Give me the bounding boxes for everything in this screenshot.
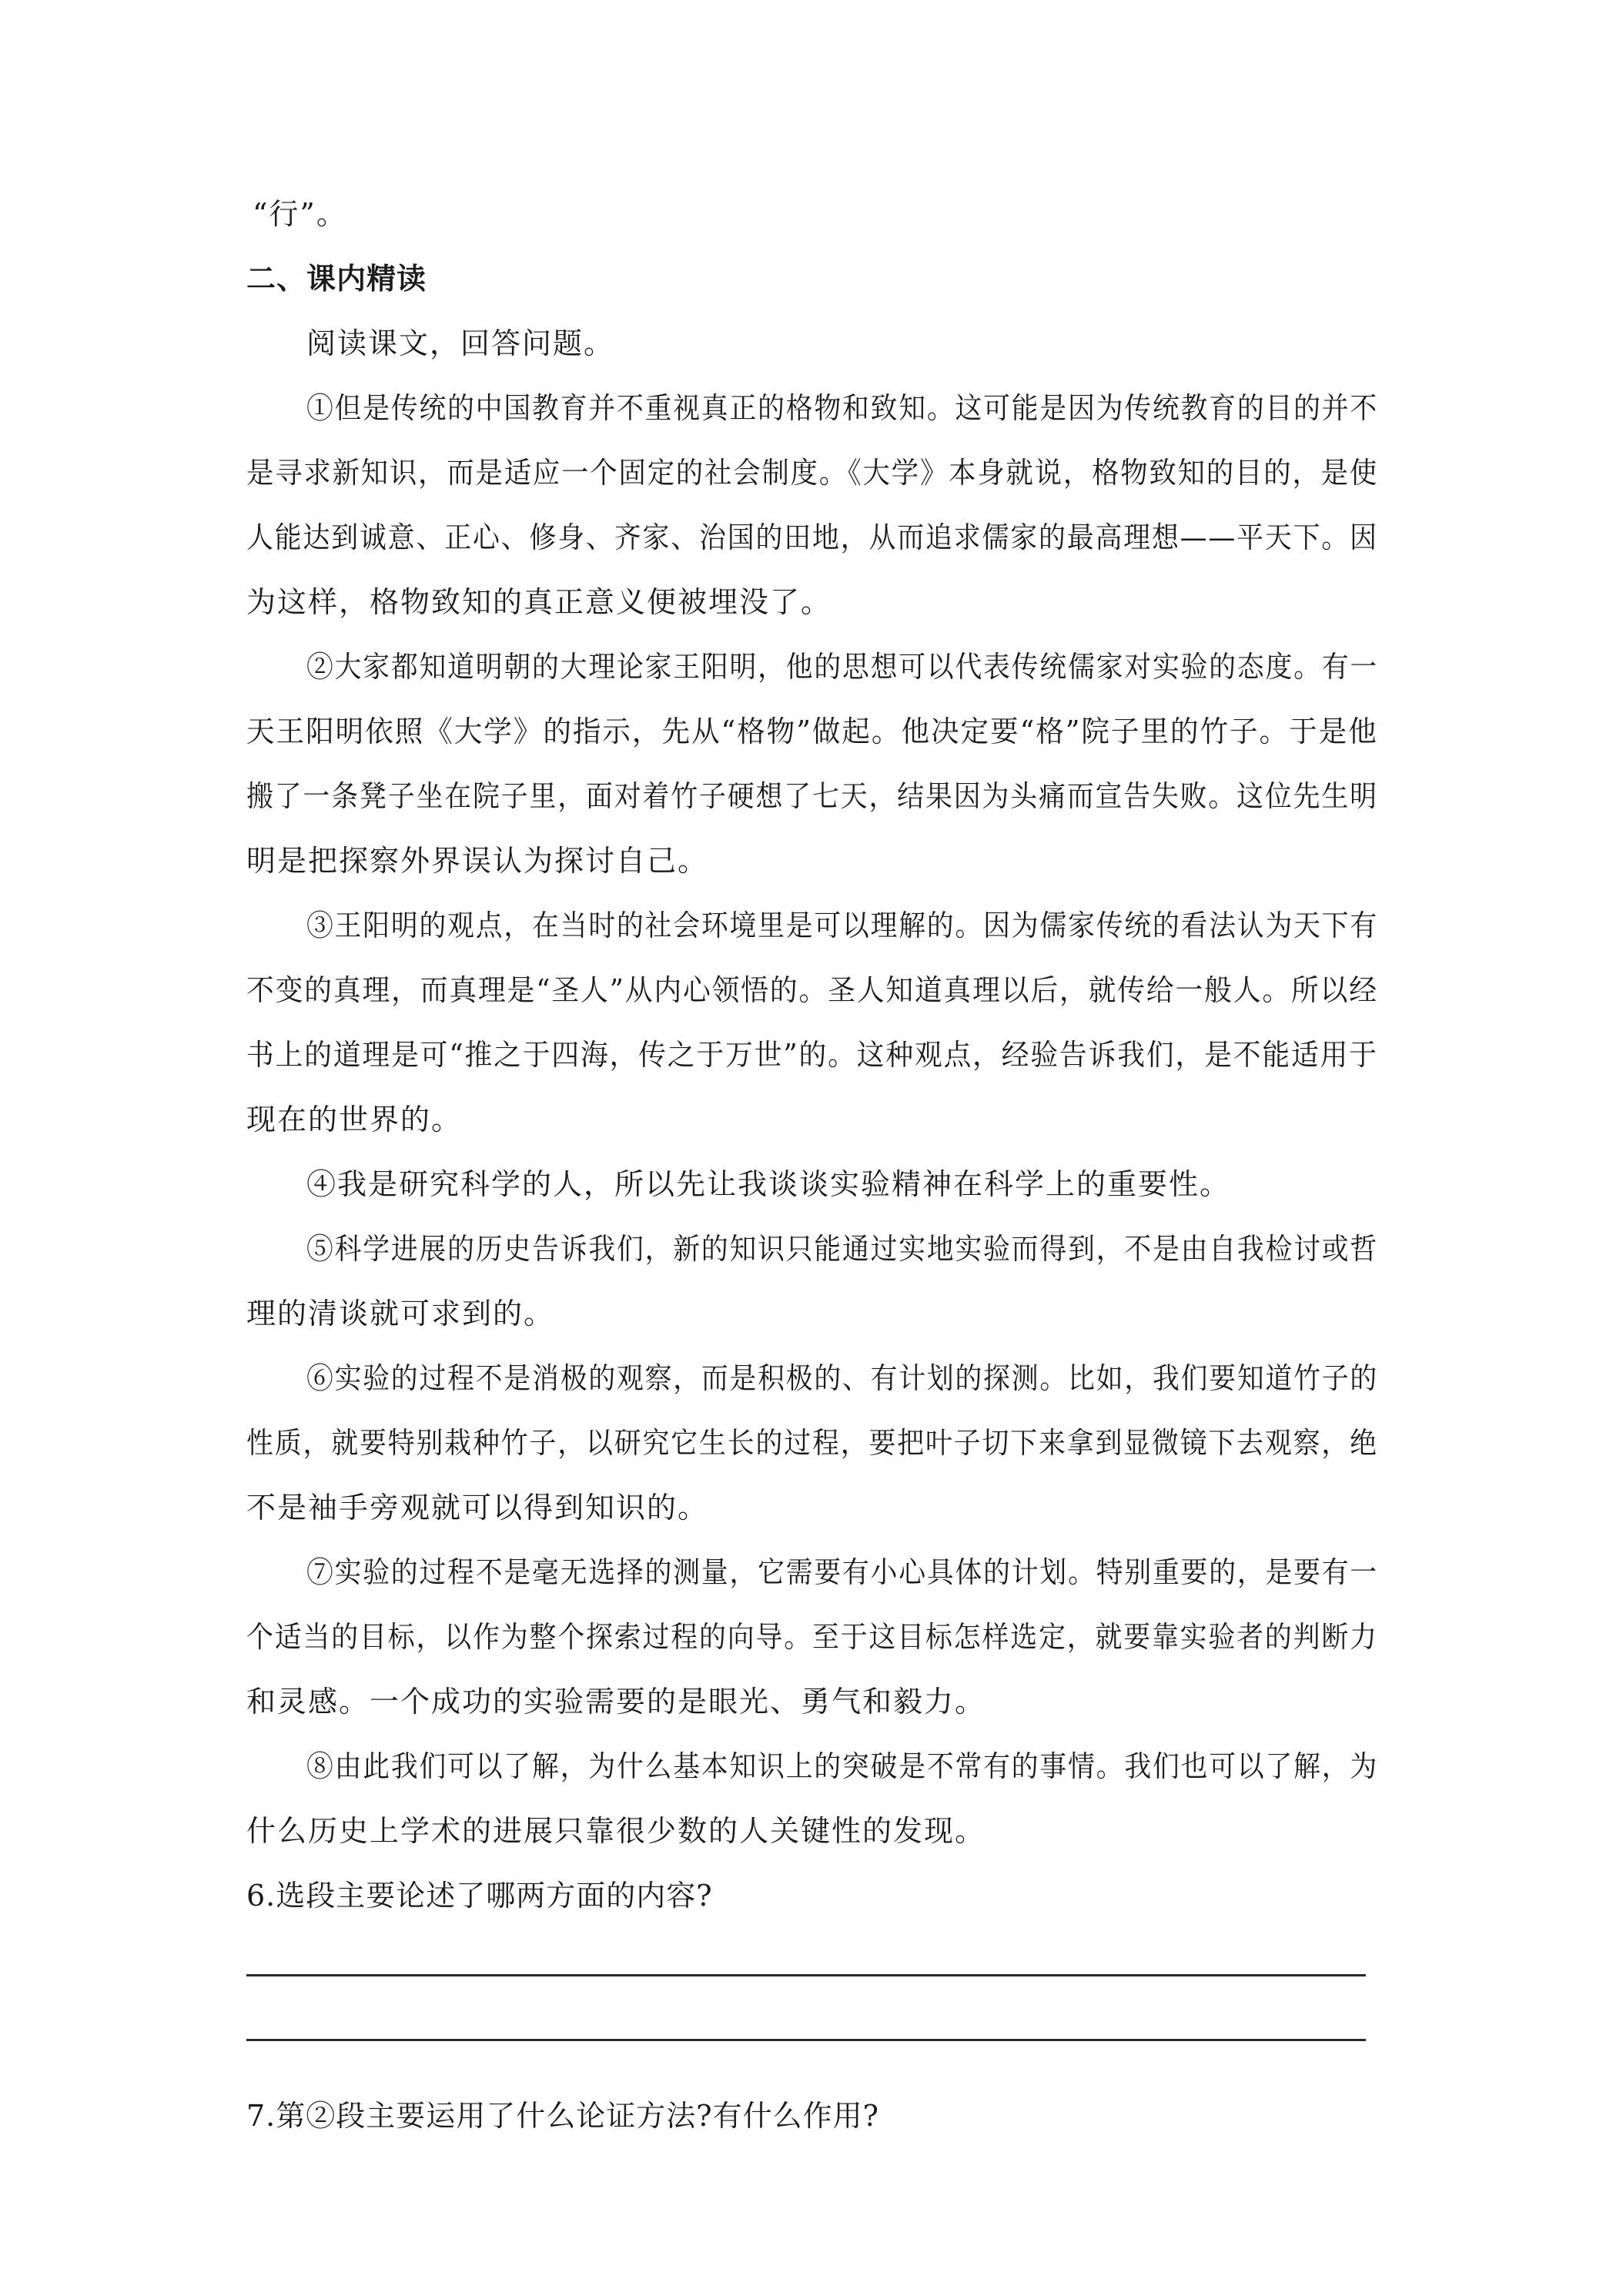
paragraph-line: 是寻求新知识，而是适应一个固定的社会制度。《大学》本身就说，格物致知的目的，是使 (246, 456, 1379, 490)
answer-line-2[interactable] (246, 2039, 1366, 2041)
paragraph-line: 不变的真理，而真理是“圣人”从内心领悟的。圣人知道真理以后，就传给一般人。所以经 (246, 973, 1378, 1007)
paragraph-line: ④我是研究科学的人，所以先让我谈谈实验精神在科学上的重要性。 (306, 1167, 1231, 1201)
paragraph-line: 个适当的目标，以作为整个探索过程的向导。至于这目标怎样选定，就要靠实验者的判断力 (246, 1620, 1378, 1654)
paragraph-line: 人能达到诚意、正心、修身、齐家、治国的田地，从而追求儒家的最高理想——平天下。因 (246, 520, 1378, 554)
reading-instruction: 阅读课文，回答问题。 (306, 326, 615, 360)
paragraph-line: ②大家都知道明朝的大理论家王阳明，他的思想可以代表传统儒家对实验的态度。有一 (306, 650, 1379, 684)
paragraph-line: ①但是传统的中国教育并不重视真正的格物和致知。这可能是因为传统教育的目的并不 (306, 391, 1379, 425)
paragraph-line: 天王阳明依照《大学》的指示，先从“格物”做起。他决定要“格”院子里的竹子。于是他 (246, 715, 1378, 748)
question-7: 7.第②段主要运用了什么论证方法?有什么作用? (246, 2099, 880, 2133)
paragraph-line: 不是袖手旁观就可以得到知识的。 (246, 1491, 709, 1525)
question-6: 6.选段主要论述了哪两方面的内容? (246, 1879, 713, 1913)
paragraph-line: 理的清谈就可求到的。 (246, 1297, 555, 1330)
paragraph-line: 现在的世界的。 (246, 1103, 463, 1136)
paragraph-line: 什么历史上学术的进展只靠很少数的人关键性的发现。 (246, 1814, 986, 1848)
paragraph-line: 和灵感。一个成功的实验需要的是眼光、勇气和毅力。 (246, 1685, 986, 1719)
paragraph-line: 性质，就要特别栽种竹子，以研究它生长的过程，要把叶子切下来拿到显微镜下去观察，绝 (246, 1426, 1378, 1460)
paragraph-line: ⑧由此我们可以了解，为什么基本知识上的突破是不常有的事情。我们也可以了解，为 (306, 1749, 1379, 1783)
section-heading: 二、课内精读 (246, 262, 427, 296)
paragraph-line: 搬了一条凳子坐在院子里，面对着竹子硬想了七天，结果因为头痛而宣告失败。这位先生明 (246, 779, 1378, 813)
paragraph-line: 明是把探察外界误认为探讨自己。 (246, 844, 709, 878)
paragraph-line: ⑤科学进展的历史告诉我们，新的知识只能通过实地实验而得到，不是由自我检讨或哲 (306, 1232, 1379, 1266)
paragraph-line: ⑦实验的过程不是毫无选择的测量，它需要有小心具体的计划。特别重要的，是要有一 (306, 1555, 1379, 1589)
paragraph-line: 书上的道理是可“推之于四海，传之于万世”的。这种观点，经验告诉我们，是不能适用于 (246, 1038, 1378, 1072)
paragraph-line: 为这样，格物致知的真正意义便被埋没了。 (246, 585, 832, 619)
carryover-text: “行”。 (253, 197, 347, 231)
paragraph-line: ③王阳明的观点，在当时的社会环境里是可以理解的。因为儒家传统的看法认为天下有 (306, 909, 1379, 942)
answer-line-1[interactable] (246, 1974, 1366, 1976)
paragraph-line: ⑥实验的过程不是消极的观察，而是积极的、有计划的探测。比如，我们要知道竹子的 (306, 1361, 1379, 1395)
